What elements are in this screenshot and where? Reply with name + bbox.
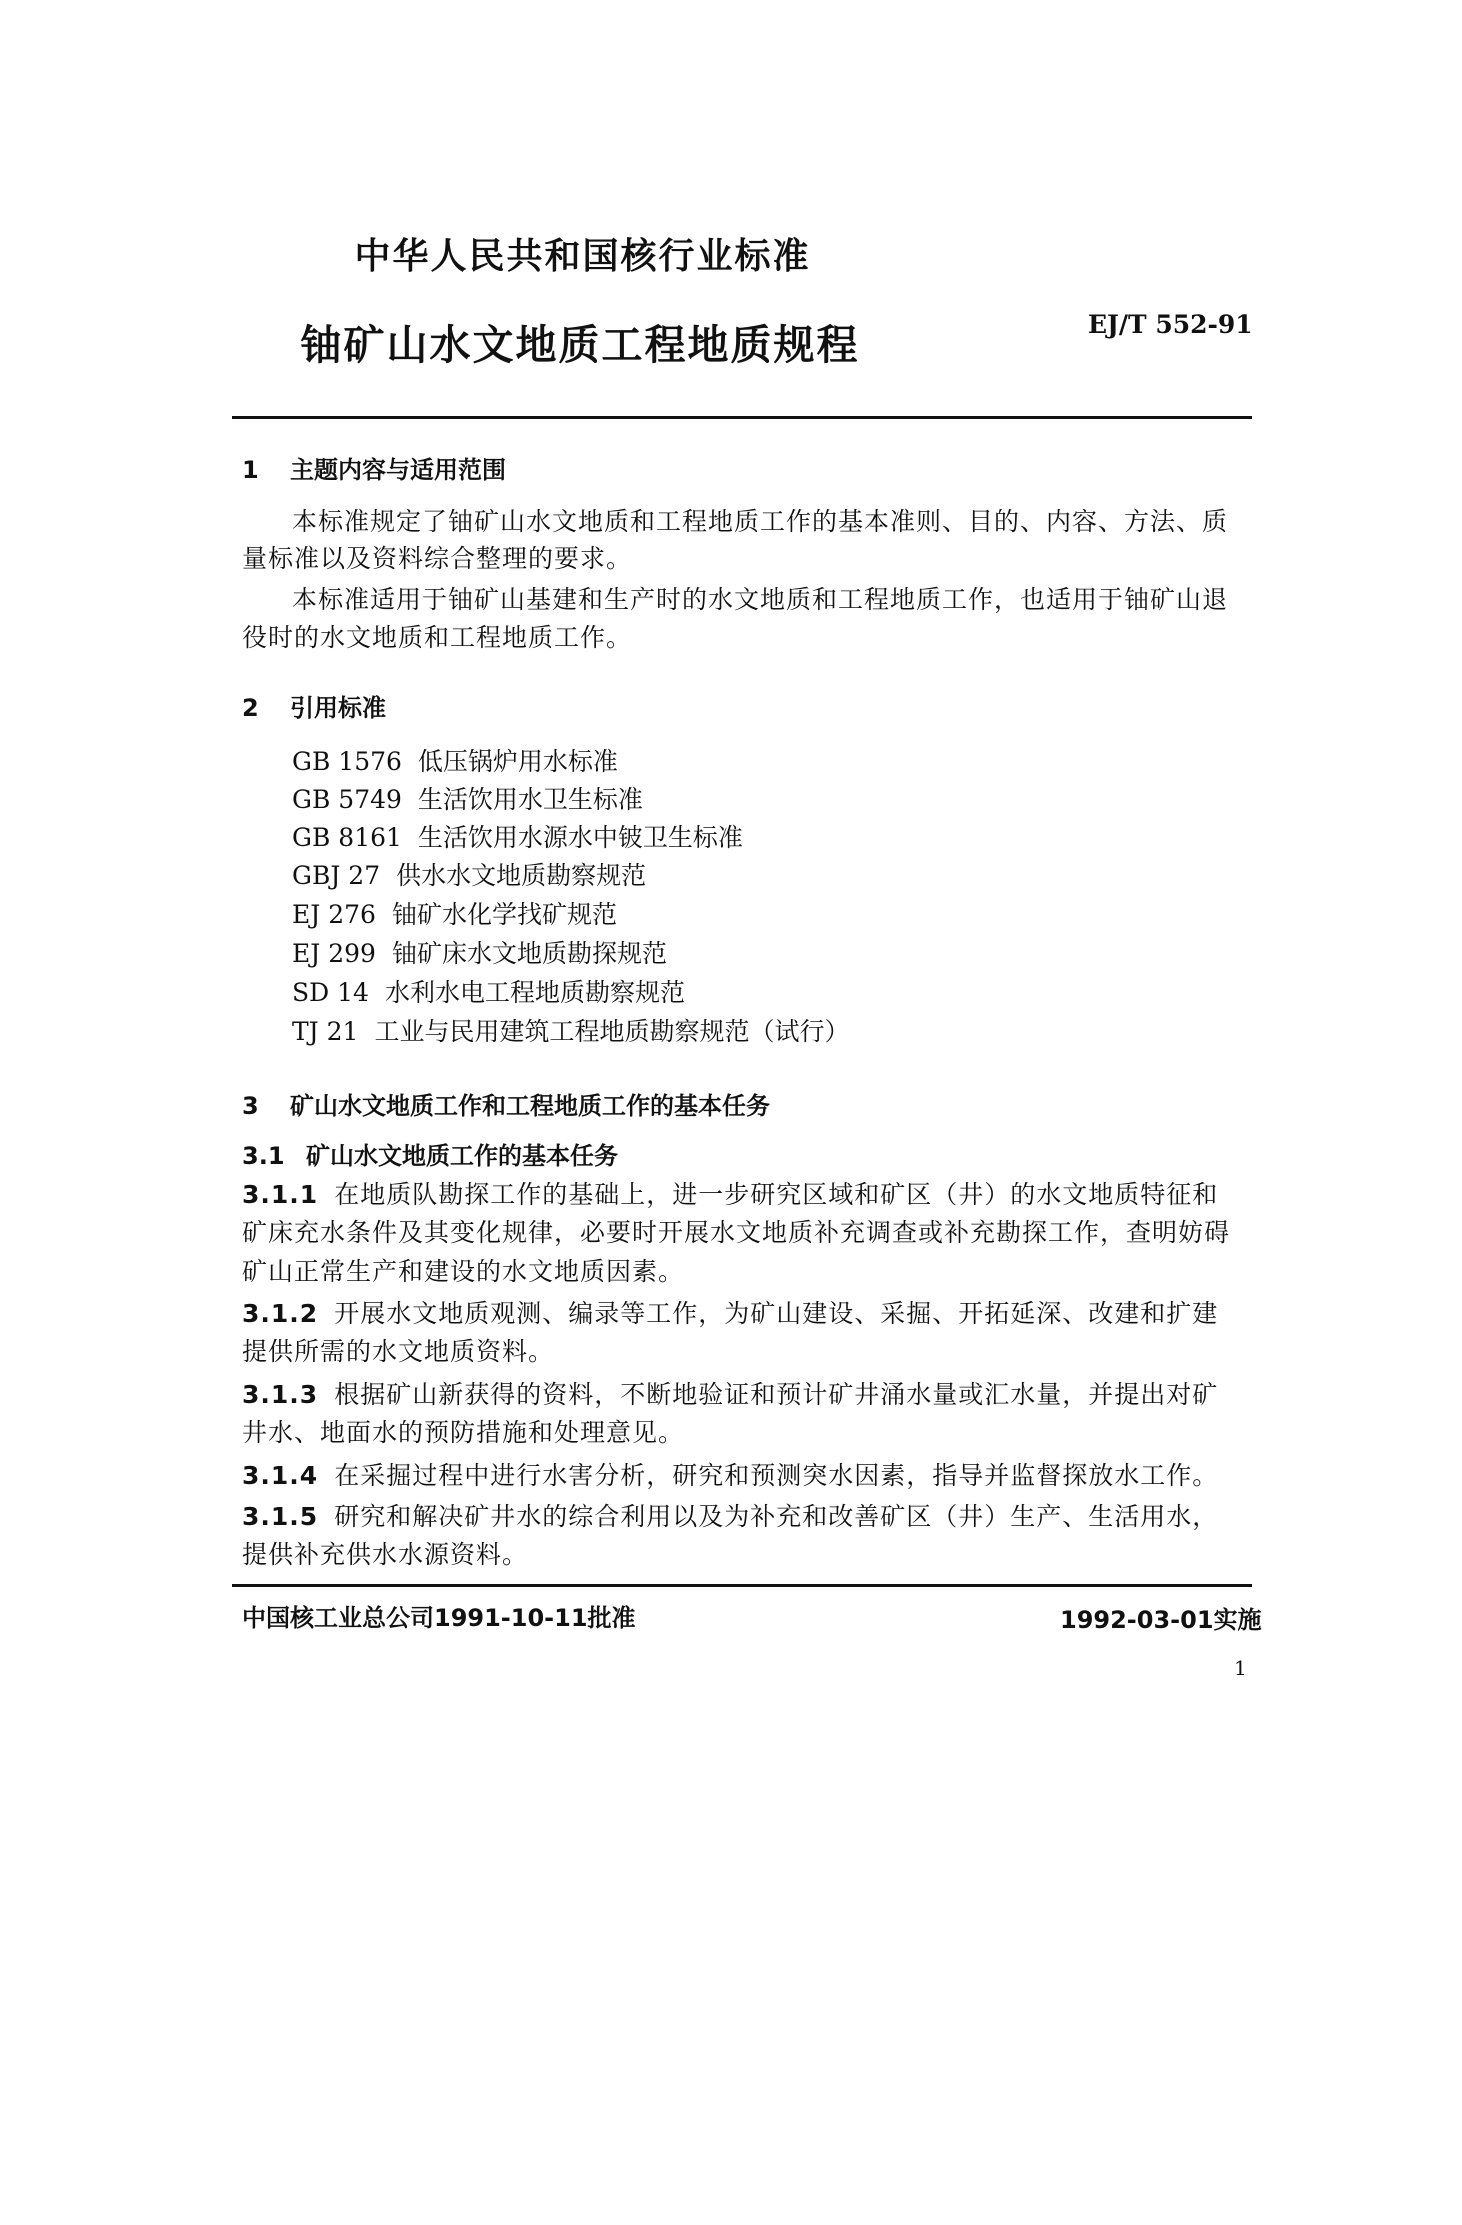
reference-title: 供水水文地质勘察规范 xyxy=(396,861,647,890)
clause-3-1-3-line-2: 井水、地面水的预防措施和处理意见。 xyxy=(242,1418,685,1447)
clause-text: 在地质队勘探工作的基础上，进一步研究区域和矿区（井）的水文地质特征和 xyxy=(334,1180,1219,1209)
clause-3-1-1-line-2: 矿床充水条件及其变化规律，必要时开展水文地质补充调查或补充勘探工作，查明妨碍 xyxy=(242,1218,1231,1247)
section-1-para-2-line-1: 本标准适用于铀矿山基建和生产时的水文地质和工程地质工作，也适用于铀矿山退 xyxy=(292,585,1229,614)
subsection-3-1-number: 3.1 xyxy=(242,1142,285,1170)
reference-code: GB 1576 xyxy=(292,747,402,776)
reference-code: GBJ 27 xyxy=(292,861,381,890)
page-number: 1 xyxy=(1234,1656,1247,1680)
section-2-title: 引用标准 xyxy=(290,694,386,722)
reference-item xyxy=(292,742,618,778)
clause-text: 在采掘过程中进行水害分析，研究和预测突水因素，指导并监督探放水工作。 xyxy=(334,1461,1219,1490)
reference-item xyxy=(292,973,685,1009)
clause-text: 开展水文地质观测、编录等工作，为矿山建设、采掘、开拓延深、改建和扩建 xyxy=(334,1299,1219,1328)
reference-item xyxy=(292,856,646,892)
section-1-heading xyxy=(242,450,506,485)
section-1-title: 主题内容与适用范围 xyxy=(290,456,506,484)
effective-date-line: 1992-03-01实施 xyxy=(1060,1606,1262,1634)
reference-code: SD 14 xyxy=(292,978,369,1007)
section-2-number: 2 xyxy=(242,694,259,722)
clause-number: 3.1.2 xyxy=(242,1299,319,1328)
reference-title: 工业与民用建筑工程地质勘察规范（试行） xyxy=(374,1017,850,1046)
clause-3-1-1 xyxy=(242,1178,1218,1212)
document-title: 铀矿山水文地质工程地质规程 xyxy=(300,321,860,369)
clause-text: 研究和解决矿井水的综合利用以及为补充和改善矿区（井）生产、生活用水， xyxy=(334,1502,1219,1531)
clause-3-1-5-line-2: 提供补充供水水源资料。 xyxy=(242,1540,529,1569)
reference-item xyxy=(292,780,643,816)
reference-code: TJ 21 xyxy=(292,1017,359,1046)
clause-3-1-4 xyxy=(242,1459,1218,1493)
reference-title: 铀矿床水文地质勘探规范 xyxy=(391,939,667,968)
standard-category-heading: 中华人民共和国核行业标准 xyxy=(354,236,811,277)
clause-3-1-5 xyxy=(242,1500,1218,1534)
clause-3-1-1-line-3: 矿山正常生产和建设的水文地质因素。 xyxy=(242,1257,685,1286)
section-1-para-1-line-1: 本标准规定了铀矿山水文地质和工程地质工作的基本准则、目的、内容、方法、质 xyxy=(292,507,1229,536)
subsection-3-1-heading xyxy=(242,1136,618,1171)
reference-item xyxy=(292,1012,849,1048)
bottom-divider xyxy=(232,1584,1252,1587)
section-2-heading xyxy=(242,688,386,723)
clause-number: 3.1.4 xyxy=(242,1461,319,1490)
standard-code: EJ/T 552-91 xyxy=(1088,310,1253,339)
clause-number: 3.1.1 xyxy=(242,1180,319,1209)
section-1-para-1-line-2: 量标准以及资料综合整理的要求。 xyxy=(242,544,633,573)
reference-code: GB 5749 xyxy=(292,785,402,814)
reference-code: EJ 276 xyxy=(292,900,376,929)
clause-text: 根据矿山新获得的资料，不断地验证和预计矿井涌水量或汇水量，并提出对矿 xyxy=(334,1380,1219,1409)
clause-number: 3.1.5 xyxy=(242,1502,319,1531)
reference-title: 铀矿水化学找矿规范 xyxy=(391,900,617,929)
clause-number: 3.1.3 xyxy=(242,1380,319,1409)
reference-code: EJ 299 xyxy=(292,939,376,968)
reference-item xyxy=(292,895,617,931)
clause-3-1-2-line-2: 提供所需的水文地质资料。 xyxy=(242,1337,555,1366)
clause-3-1-3 xyxy=(242,1378,1218,1412)
clause-3-1-2 xyxy=(242,1297,1218,1331)
approval-line: 中国核工业总公司1991-10-11批准 xyxy=(242,1604,636,1632)
top-divider xyxy=(232,416,1252,419)
reference-title: 水利水电工程地质勘察规范 xyxy=(384,978,685,1007)
reference-title: 低压锅炉用水标准 xyxy=(417,747,618,776)
section-1-number: 1 xyxy=(242,456,259,484)
reference-item xyxy=(292,818,743,854)
section-3-number: 3 xyxy=(242,1092,259,1120)
reference-title: 生活饮用水卫生标准 xyxy=(417,785,643,814)
section-3-title: 矿山水文地质工作和工程地质工作的基本任务 xyxy=(290,1092,770,1120)
section-3-heading xyxy=(242,1086,770,1121)
subsection-3-1-title: 矿山水文地质工作的基本任务 xyxy=(306,1142,618,1170)
reference-item xyxy=(292,934,667,970)
reference-title: 生活饮用水源水中铍卫生标准 xyxy=(417,823,743,852)
section-1-para-2-line-2: 役时的水文地质和工程地质工作。 xyxy=(242,623,633,652)
reference-code: GB 8161 xyxy=(292,823,402,852)
